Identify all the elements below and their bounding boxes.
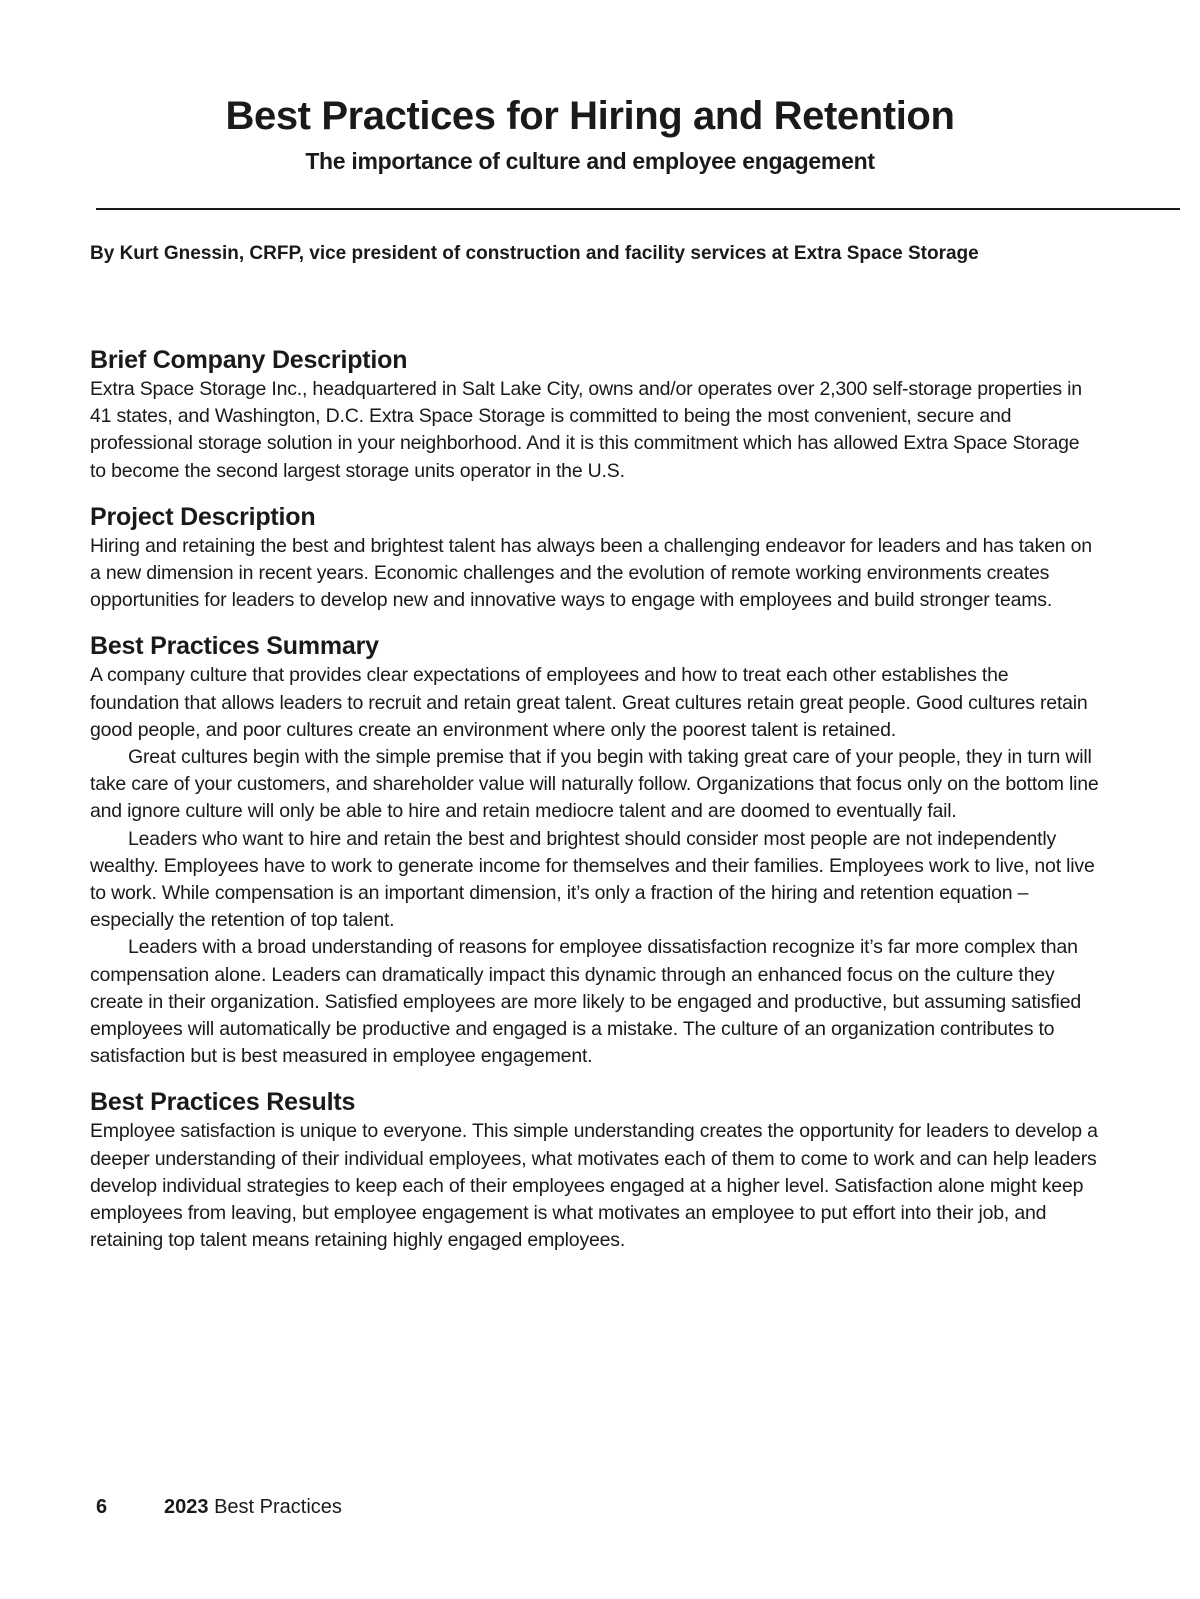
page-subtitle: The importance of culture and employee engagement <box>305 148 875 174</box>
footer-publication: Best Practices <box>214 1496 342 1518</box>
page-title: Best Practices for Hiring and Retention <box>225 94 955 138</box>
section-heading: Brief Company Description <box>90 346 408 374</box>
section-best-practices-results <box>90 1086 1100 1254</box>
section-heading: Project Description <box>90 502 316 531</box>
page-footer <box>96 1493 342 1521</box>
section-paragraph: Great cultures begin with the simple premise that if you begin with taking great care of your people, they in turn will take care of your customers, and shareholder value will naturally follow. Organizations that focus only on the bottom line and ignore culture will only be able to hire and retain mediocre talent and are doomed to eventually fail. <box>90 746 1099 823</box>
section-brief-company-description <box>90 344 1100 485</box>
page-number: 6 <box>96 1496 108 1518</box>
section-paragraph: Leaders with a broad understanding of reasons for employee dissatisfaction recognize it’s far more complex than compensation alone. Leaders can dramatically impact this dynamic through an enhanced focus on the culture they create in their organization. Satisfied employees are more likely to be engaged and productive, but assuming satisfied employees will automatically be productive and engaged is a mistake. The culture of an organization contributes to satisfaction but is best measured in employee engagement. <box>90 936 1081 1068</box>
section-heading: Best Practices Summary <box>90 632 379 661</box>
section-paragraph: Hiring and retaining the best and brightest talent has always been a challenging endeavor for leaders and has taken on a new dimension in recent years. Economic challenges and the evolution of remote working environments creates opportunities for leaders to develop new and innovative ways to engage with employees and build stronger teams. <box>90 534 1092 612</box>
section-paragraph: Extra Space Storage Inc., headquartered in Salt Lake City, owns and/or operates over 2,300 self-storage properties in 41 states, and Washington, D.C. Extra Space Storage is committed to being the most convenient, secure and professional storage solution in your neighborhood. And it is this commitment which has allowed Extra Space Storage to become the second largest storage units operator in the U.S. <box>90 378 1082 482</box>
footer-year: 2023 <box>164 1496 209 1518</box>
section-paragraph: A company culture that provides clear expectations of employees and how to treat each other establishes the foundation that allows leaders to recruit and retain great talent. Great cultures retain great people. Good cultures retain good people, and poor cultures create an environment where only the poorest talent is retained. <box>90 664 1088 741</box>
author-byline: By Kurt Gnessin, CRFP, vice president of construction and facility services at Extra Space Storage <box>90 243 979 264</box>
section-paragraph: Leaders who want to hire and retain the best and brightest should consider most people are not independently wealthy. Employees have to work to generate income for themselves and their families. Employees work to live, not live to work. While compensation is an important dimension, it’s only a fraction of the hiring and retention equation – especially the retention of top talent. <box>90 827 1095 932</box>
section-best-practices-summary <box>90 630 1100 1070</box>
section-paragraph: Employee satisfaction is unique to everyone. This simple understanding creates the opportunity for leaders to develop a deeper understanding of their individual employees, what motivates each of them to come to work and can help leaders develop individual strategies to keep each of their employees engaged at a higher level. Satisfaction alone might keep employees from leaving, but employee engagement is what motivates an employee to put effort into their job, and retaining top talent means retaining highly engaged employees. <box>90 1120 1098 1252</box>
section-heading: Best Practices Results <box>90 1088 356 1117</box>
article-body <box>90 344 1100 1270</box>
title-divider <box>96 208 1180 210</box>
section-project-description <box>90 501 1100 615</box>
